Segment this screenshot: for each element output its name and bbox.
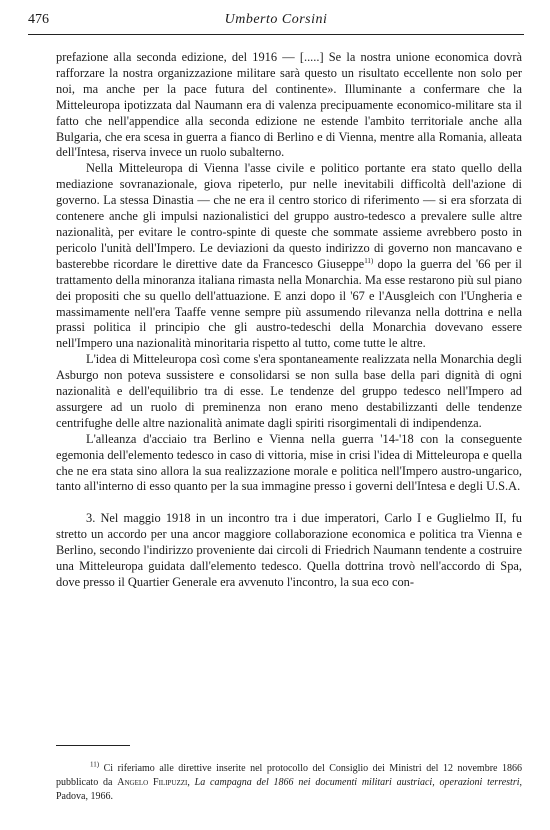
paragraph-2-part-2: dopo la guerra del '66 per il trattamento della minoranza italiana rimasta nella Monarchia. Ma esse restarono più sul piano dei propositi che su quello dell'attuazione. E anzi dopo il '67 e l'Ausgleich con l'Ungheria e massimamente nell'era Taaffe venne sempre più assumendo rilevanza nella dottrina e nella prassi politica il principio che gli austro-tedeschi della Monarchia dovevano essere nell'Impero una nazionalità minoritaria rispetto al tutto, come tutte le altre. [56,256,523,351]
footnote-reference: 11) [364,256,374,265]
footnote-text-3: , Padova, 1966. [56,777,522,803]
footnote-text-1: Ci riferiamo alle direttive inserite nel protocollo del Consiglio dei Ministri del 12 novembre 1866 pubblicato da [56,763,522,789]
page-number: 476 [28,12,49,27]
paragraph-4: L'alleanza d'acciaio tra Berlino e Vienna nella guerra '14-'18 con la conseguente egemonia dell'elemento tedesco in caso di vittoria, mise in crisi l'idea di Mitteleuropa e quella che ne era stata sino allora la sua realizzazione morale e politica nell'Impero austro-ungarico, tanto all'interno di esso quanto per la sua immagine presso i governi dell'Intesa e degli U.S.A. [56,431,522,494]
footnote-text-2: , [187,777,195,789]
paragraph-2 [56,161,522,352]
page-header [28,12,524,35]
footnote-author: Angelo Filipuzzi [117,777,188,789]
paragraph-1: prefazione alla seconda edizione, del 1916 — [.....] Se la nostra unione economica dovrà rafforzare la nostra organizzazione militare sarà questo un risultato eccellente non solo per noi, ma anche per la pace futura del continente». Illuminante a confermare che la Mitteleuropa ipotizzata dal Naumann era di valenza precipuamente economico-militare sta il fatto che nell'appendice alla seconda edizione ne estende l'ambito territoriale anche alla Bulgaria, che era scesa in guerra a fianco di Berlino e di Vienna, mentre alla Romania, alleata dell'Intesa, riserva invece un ruolo subalterno. [56,50,522,160]
footnote-divider [56,745,130,746]
main-text [56,50,522,591]
running-head-author: Umberto Corsini [224,12,328,27]
paragraph-section-3: 3. Nel maggio 1918 in un incontro tra i due imperatori, Carlo I e Guglielmo II, fu stretto un accordo per una ancor maggiore collaborazione economica e politica tra Vienna e Berlino, secondo l'indirizzo proveniente dai circoli di Friedrich Naumann tendente a costruire una Mitteleuropa guidata dall'elemento tedesco. Quella dottrina trovò nell'accordo di Spa, dove presso il Quartier Generale era avvenuto l'incontro, la sua eco con- [56,511,522,589]
footnote-marker: 11) [90,760,100,769]
footnote-book-title: La campagna del 1866 nei documenti militari austriaci, operazioni terrestri [194,777,520,789]
paragraph-2-part-1: Nella Mitteleuropa di Vienna l'asse civile e politico portante era stato quello della mediazione sovranazionale, giova ripeterlo, pur nelle inevitabili difficoltà dell'azione di governo. La stessa Dinastia — che ne era il centro storico di riferimento — si era sforzata di contenere anche gli impulsi nazionalistici del gruppo austro-tedesco a prevalere sulle altre nazionalità, per evitare le contro-spinte di queste che sommate assieme avrebbero posto in pericolo l'unità dell'Impero. Le deviazioni da questo indirizzo di governo non mancavano e basterebbe ricordare le direttive date da Francesco Giuseppe [56,161,522,271]
paragraph-3: L'idea di Mitteleuropa così come s'era spontaneamente realizzata nella Monarchia degli Asburgo non poteva sussistere e consolidarsi se non sulla base della pari dignità di ogni nazionalità e dell'equilibrio tra di esse. Le tendenze del gruppo tedesco nell'Impero ad assurgere ad un ruolo di preminenza non erano meno destabilizzanti delle tendenze centrifughe delle altre nazionalità animate dagli spiriti risorgimentali di indipendenza. [56,352,522,430]
footnote [56,762,522,805]
